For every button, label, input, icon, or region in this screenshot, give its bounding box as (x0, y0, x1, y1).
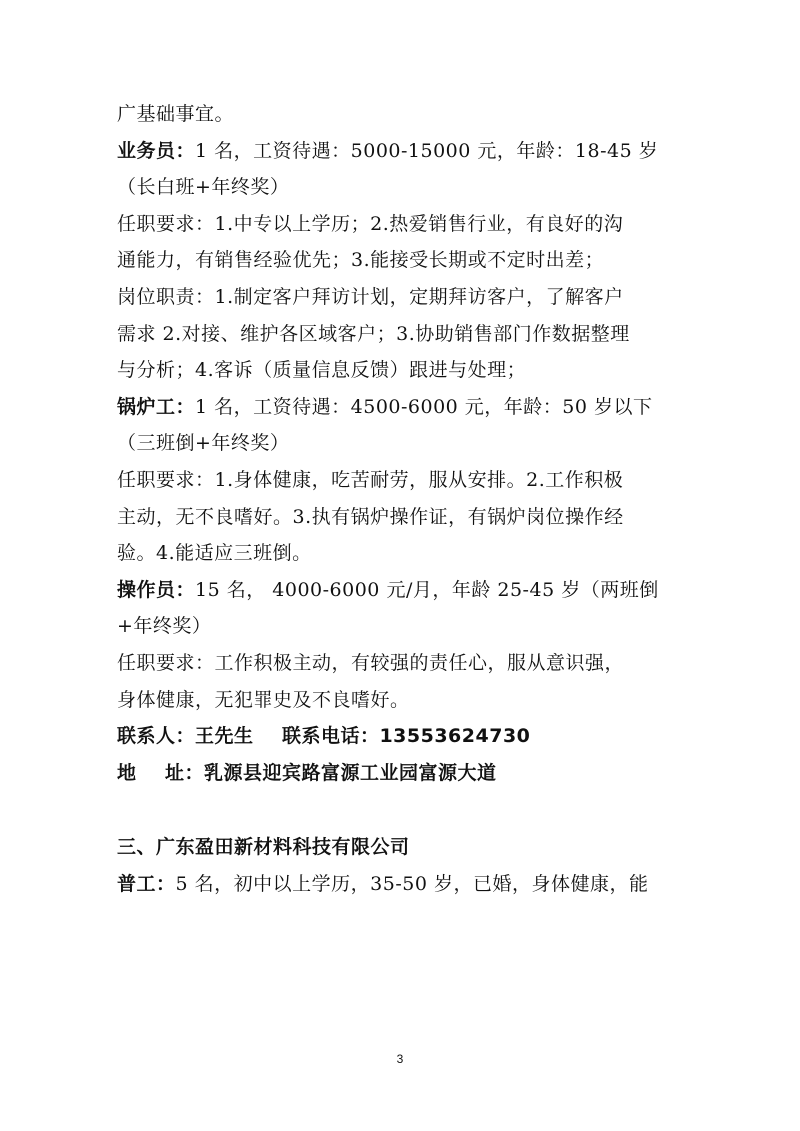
worker-summary: 5 名，初中以上学历，35-50 岁，已婚，身体健康，能 (175, 872, 649, 895)
contact-address: 地 址：乳源县迎宾路富源工业园富源大道 (117, 761, 497, 784)
boiler-line (117, 389, 687, 426)
worker-title: 普工： (117, 872, 176, 895)
operator-requirements-1: 任职要求：工作积极主动，有较强的责任心，服从意识强， (117, 651, 625, 674)
operator-requirements-2: 身体健康，无犯罪史及不良嗜好。 (117, 688, 410, 711)
operator-title: 操作员： (117, 578, 196, 601)
salesman-requirements-2: 通能力，有销售经验优先；3.能接受长期或不定时出差； (117, 249, 605, 272)
salesman-duties-1: 岗位职责：1.制定客户拜访计划，定期拜访客户，了解客户 (117, 285, 624, 308)
section-gap (117, 791, 687, 829)
salesman-duties-2: 需求 2.对接、维护各区域客户；3.协助销售部门作数据整理 (117, 322, 630, 345)
page-number: 3 (396, 1052, 404, 1066)
boiler-summary: 1 名，工资待遇：4500-6000 元，年龄：50 岁以下 (195, 395, 653, 418)
boiler-title: 锅炉工： (117, 395, 196, 418)
company-heading: 三、广东盈田新材料科技有限公司 (117, 836, 410, 859)
intro-tail-text: 广基础事宜。 (117, 103, 235, 125)
salesman-line (117, 133, 687, 170)
salesman-title: 业务员： (117, 139, 196, 162)
operator-summary: 15 名， 4000-6000 元/月，年龄 25-45 岁（两班倒 (195, 578, 659, 601)
boiler-requirements-3: 验。4.能适应三班倒。 (117, 542, 312, 565)
contact-info: 联系人：王先生 联系电话：13553624730 (117, 725, 531, 748)
operator-line (117, 572, 687, 609)
salesman-requirements-1: 任职要求：1.中专以上学历；2.热爱销售行业，有良好的沟 (117, 212, 624, 235)
boiler-requirements-1: 任职要求：1.身体健康，吃苦耐劳，服从安排。2.工作积极 (117, 468, 624, 491)
worker-line (117, 866, 687, 903)
salesman-shift: （长白班+年终奖） (117, 176, 290, 199)
document-body (117, 96, 687, 902)
boiler-shift: （三班倒+年终奖） (117, 432, 290, 455)
operator-shift: +年终奖） (117, 615, 212, 638)
salesman-summary: 1 名，工资待遇：5000-15000 元，年龄：18-45 岁 (195, 139, 659, 162)
salesman-duties-3: 与分析；4.客诉（质量信息反馈）跟进与处理； (117, 359, 527, 382)
boiler-requirements-2: 主动，无不良嗜好。3.执有锅炉操作证，有锅炉岗位操作经 (117, 505, 624, 528)
